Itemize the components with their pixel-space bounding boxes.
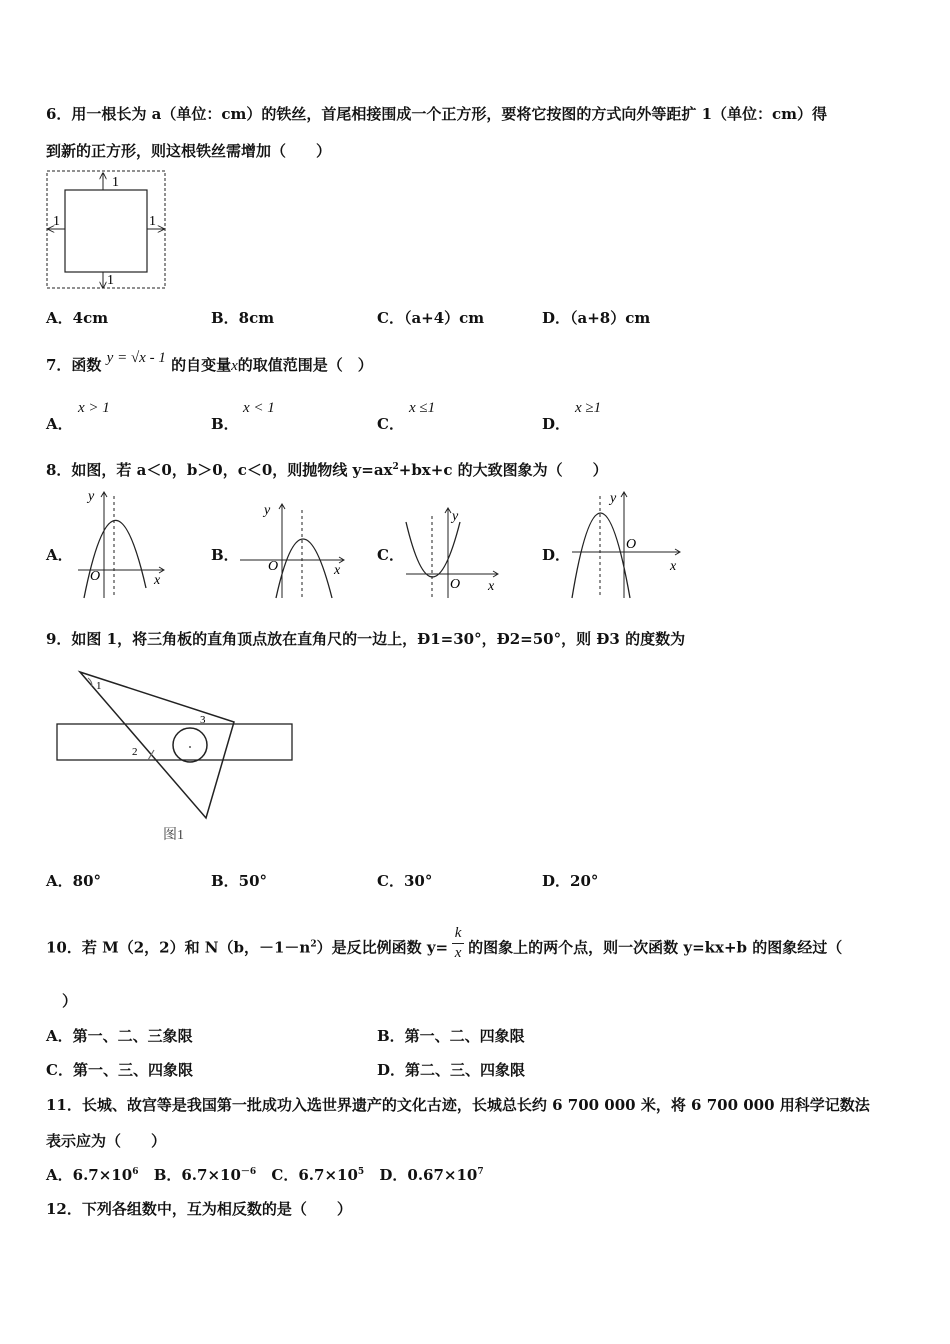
q9-option-a: A．80° xyxy=(46,872,102,890)
q10-text-before: 10．若 M（2，2）和 N（b，－1－n xyxy=(46,938,311,957)
q7-option-c-value: x ≤1 xyxy=(409,400,436,416)
label-left: 1 xyxy=(53,214,60,229)
graph-d-origin-label: O xyxy=(626,537,637,552)
q10-fraction xyxy=(452,923,464,962)
q10-sup: 2 xyxy=(310,939,317,950)
q9-option-d: D．20° xyxy=(542,872,599,890)
label-right: 1 xyxy=(149,214,156,229)
q8-option-b-letter: B． xyxy=(211,546,239,564)
graph-a-y-label: y xyxy=(88,489,95,504)
q8-graph-a xyxy=(74,488,166,600)
q8-stem xyxy=(46,459,608,480)
label-bottom: 1 xyxy=(107,273,114,288)
q9-option-b: B．50° xyxy=(211,872,268,890)
q7-suffix2: 的取值范围是（ ） xyxy=(237,356,373,374)
ruler xyxy=(57,724,292,760)
q7-suffix: 的自变量 xyxy=(171,356,232,374)
set-square-hole xyxy=(173,728,207,762)
q10-text-mid: ）是反比例函数 y= xyxy=(316,938,449,957)
graph-b-origin-label: O xyxy=(268,559,279,574)
q6-option-d: D．（a+8）cm xyxy=(542,309,651,327)
angle-1-label: 1 xyxy=(96,680,102,692)
angle-2-label: 2 xyxy=(132,746,138,758)
q11-option-a: A．$6.7\times 10^6$ xyxy=(46,1166,139,1184)
graph-a-origin-label: O xyxy=(90,569,101,584)
q6-option-a: A．4cm xyxy=(46,309,109,327)
q11-option-d: D．$0.67\times 10^7$ xyxy=(379,1166,484,1184)
q7-option-c-letter: C． xyxy=(377,415,404,433)
q8-graph-b xyxy=(236,500,348,600)
q10-option-c: C．第一、三、四象限 xyxy=(46,1061,193,1079)
graph-c-x-label: x xyxy=(488,579,495,594)
q10-stem xyxy=(46,925,843,968)
graph-d-y-label: y xyxy=(610,491,617,506)
q6-stem-line1: 6．用一根长为 a（单位：cm）的铁丝，首尾相接围成一个正方形，要将它按图的方式向外等距扩 1（单位：cm）得 xyxy=(46,105,828,123)
q10-option-d: D．第二、三、四象限 xyxy=(377,1061,526,1079)
q11-stem-line2: 表示应为（ ） xyxy=(46,1132,167,1150)
q7-stem xyxy=(46,350,373,375)
q11-options xyxy=(46,1164,484,1185)
q11-stem-line1: 11．长城、故宫等是我国第一批成功入选世界遗产的文化古迹，长城总长约 6 700 000 米，将 6 700 000 用科学记数法 xyxy=(46,1096,870,1114)
graph-a-x-label: x xyxy=(154,573,161,588)
q7-option-d-value: x ≥1 xyxy=(575,400,602,416)
q10-frac-num: k xyxy=(454,925,462,941)
angle-3-label: 3 xyxy=(200,714,206,726)
graph-b-x-label: x xyxy=(334,563,341,578)
label-top: 1 xyxy=(112,175,119,190)
graph-c-y-label: y xyxy=(452,509,459,524)
q10-frac-den: x xyxy=(454,945,462,961)
q8-text-after: +bx+c 的大致图象为（ ） xyxy=(398,461,608,479)
q8-graph-d xyxy=(568,488,684,600)
set-square xyxy=(80,672,234,818)
q8-graph-c xyxy=(404,502,502,600)
q11-option-c: C．$6.7\times 10^5$ xyxy=(271,1166,365,1184)
q6-stem-line2: 到新的正方形，则这根铁丝需增加（ ） xyxy=(46,142,332,160)
q7-option-b-letter: B． xyxy=(211,415,239,433)
q11-option-b: B．$6.7\times 10^{-6}$ xyxy=(153,1166,257,1184)
q7-formula: y = √x - 1 xyxy=(106,350,166,366)
q8-option-a-letter: A． xyxy=(46,546,73,564)
q10-stem-line2: ） xyxy=(62,992,78,1010)
q8-sup: 2 xyxy=(392,462,399,472)
q10-option-a: A．第一、二、三象限 xyxy=(46,1027,193,1045)
q7-option-d-letter: D． xyxy=(542,415,571,433)
q9-figure-caption: 图1 xyxy=(163,828,184,843)
q6-option-b: B．8cm xyxy=(211,309,275,327)
q8-option-d-letter: D． xyxy=(542,546,571,564)
q10-text-after: 的图象上的两个点，则一次函数 y=kx+b 的图象经过（ xyxy=(468,938,843,957)
graph-b-y-label: y xyxy=(264,503,271,518)
q8-option-c-letter: C． xyxy=(377,546,404,564)
q8-text-before: 8．如图，若 a＜0，b＞0，c＜0，则抛物线 y=ax xyxy=(46,461,393,479)
q9-ruler-triangle-figure xyxy=(54,668,298,820)
q7-option-b-value: x < 1 xyxy=(243,400,275,416)
q7-prefix: 7．函数 xyxy=(46,356,102,374)
graph-c-origin-label: O xyxy=(450,577,461,592)
q9-stem: 9．如图 1，将三角板的直角顶点放在直角尺的一边上，Ð1=30°，Ð2=50°，则 Ð3 的度数为 xyxy=(46,630,686,648)
q10-option-b: B．第一、二、四象限 xyxy=(377,1027,525,1045)
q12-stem: 12．下列各组数中，互为相反数的是（ ） xyxy=(46,1200,352,1218)
q6-square-figure xyxy=(46,170,168,292)
q6-option-c: C．（a+4）cm xyxy=(377,309,485,327)
q7-option-a-letter: A． xyxy=(46,415,73,433)
q7-option-a-value: x > 1 xyxy=(78,400,110,416)
graph-d-x-label: x xyxy=(670,559,677,574)
q7-var: x xyxy=(231,358,238,374)
q9-option-c: C．30° xyxy=(377,872,433,890)
inner-square xyxy=(65,190,147,272)
